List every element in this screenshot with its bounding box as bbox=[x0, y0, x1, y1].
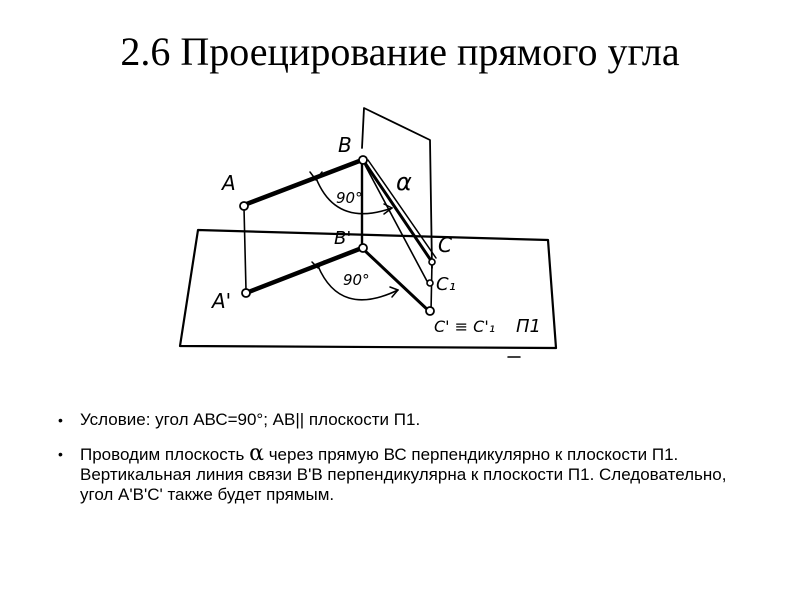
bullet-dot: • bbox=[58, 446, 63, 462]
bullet-condition bbox=[58, 410, 748, 430]
projector-cc1 bbox=[431, 262, 432, 312]
label-angle-top: 90° bbox=[336, 189, 363, 207]
label-a1: A' bbox=[212, 289, 232, 313]
bullet-list bbox=[58, 410, 748, 519]
label-angle-bottom: 90° bbox=[343, 271, 370, 289]
bullet-explanation-post: через прямую ВС перпендикулярно к плоскости П1. Вертикальная линия связи В'В перпендикулярна к плоскости П1. Следовательно, угол А'В'С' также будет прямым. bbox=[80, 445, 727, 504]
plane-p1 bbox=[180, 230, 556, 348]
page-title: 2.6 Проецирование прямого угла bbox=[120, 29, 680, 74]
bullet-condition-text: Условие: угол АВС=90°; АВ|| плоскости П1. bbox=[80, 410, 421, 429]
projector-aa1 bbox=[244, 208, 246, 290]
bullet-dot: • bbox=[58, 412, 63, 428]
label-c: C bbox=[438, 233, 452, 257]
label-b1: B' bbox=[334, 228, 352, 249]
point-c1-eq bbox=[426, 307, 434, 315]
point-a1 bbox=[242, 289, 250, 297]
bullet-explanation-pre: Проводим плоскость bbox=[80, 445, 250, 464]
point-c bbox=[429, 259, 435, 265]
label-c1-eq: C' ≡ C'₁ bbox=[434, 317, 496, 336]
point-c1 bbox=[427, 280, 433, 286]
point-a bbox=[240, 202, 248, 210]
point-b bbox=[359, 156, 367, 164]
label-c1: C₁ bbox=[436, 274, 456, 295]
label-plane: П1 bbox=[516, 316, 541, 337]
bullet-explanation bbox=[58, 441, 748, 505]
label-b: B bbox=[338, 133, 352, 157]
point-b1 bbox=[359, 244, 367, 252]
label-a: A bbox=[222, 171, 236, 195]
alpha-symbol: α bbox=[249, 441, 264, 466]
segment-b1c1 bbox=[363, 249, 430, 312]
label-alpha: α bbox=[396, 168, 412, 196]
